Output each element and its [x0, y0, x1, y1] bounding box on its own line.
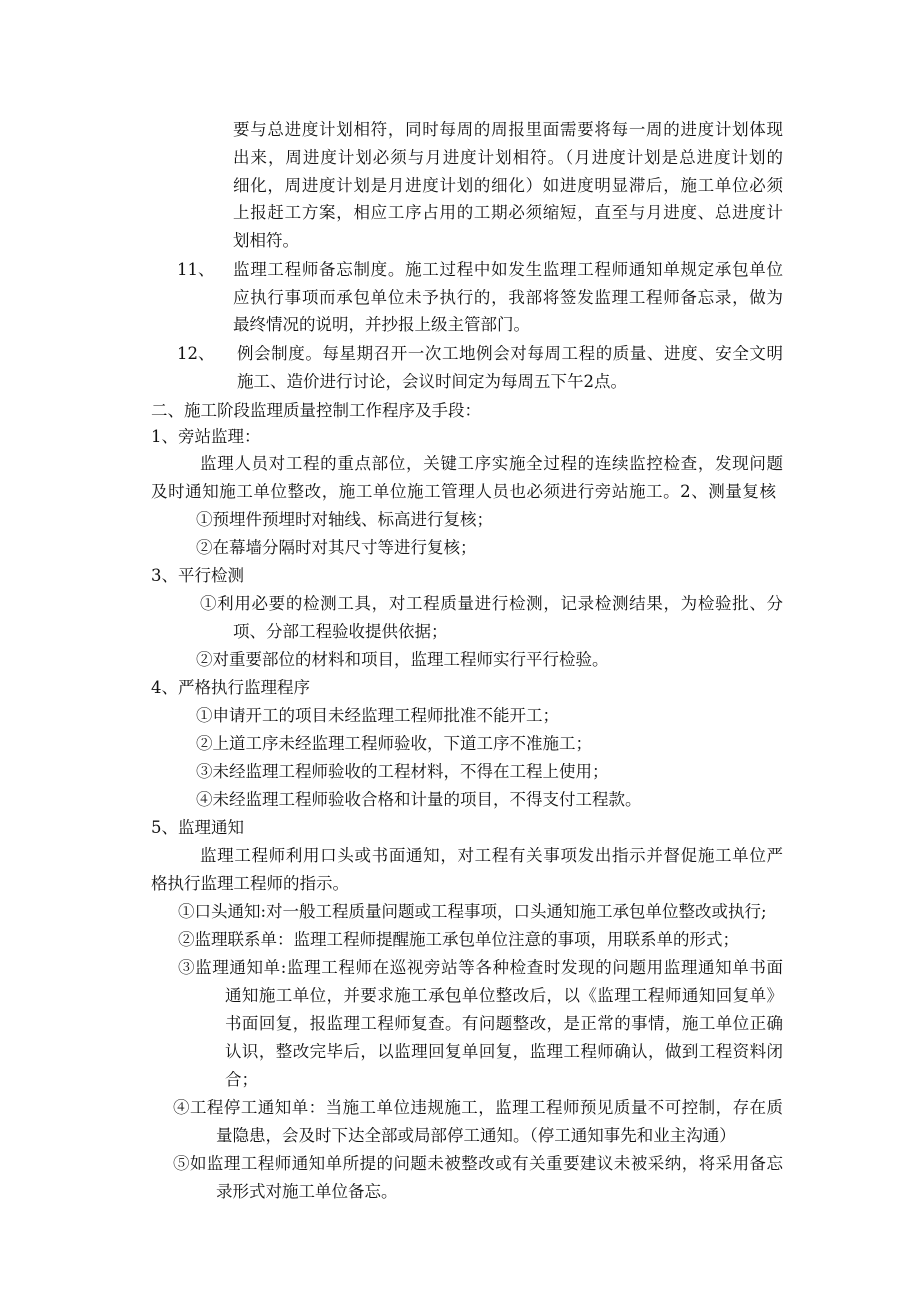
item-number: 11、: [177, 260, 215, 279]
list-item-cont: 量隐患，会及时下达全部或局部停工通知。（停工通知事先和业主沟通）: [216, 1126, 736, 1145]
list-item: ⑤如监理工程师通知单所提的问题未被整改或有关重要建议未被采纳，将采用备忘: [173, 1154, 783, 1173]
list-item: ③未经监理工程师验收的工程材料，不得在工程上使用；: [196, 762, 609, 781]
paragraph-line: 监理人员对工程的重点部位，关键工序实施全过程的连续监控检查，发现问题: [200, 454, 783, 473]
list-item-cont: 项、分部工程验收提供依据；: [233, 622, 448, 641]
list-item: ①预埋件预埋时对轴线、标高进行复核；: [196, 510, 493, 529]
list-item: ②监理联系单：监理工程师提醒施工承包单位注意的事项，用联系单的形式；: [178, 930, 739, 949]
paragraph-line: 例会制度。每星期召开一次工地例会对每周工程的质量、进度、安全文明: [237, 344, 783, 363]
list-item-cont: 书面回复，报监理工程师复查。有问题整改，是正常的事情，施工单位正确: [225, 1014, 783, 1033]
list-item: ③监理通知单:监理工程师在巡视旁站等各种检查时发现的问题用监理通知单书面: [178, 958, 783, 977]
paragraph-line: 及时通知施工单位整改，施工单位施工管理人员也必须进行旁站施工。2、测量复核: [151, 482, 776, 501]
subsection-title: 4、严格执行监理程序: [151, 678, 310, 697]
paragraph-line: 最终情况的说明，并抄报上级主管部门。: [233, 315, 530, 334]
section-heading: 二、施工阶段监理质量控制工作程序及手段：: [151, 401, 481, 420]
subsection-title: 3、平行检测: [151, 566, 244, 585]
list-item-cont: 通知施工单位，并要求施工承包单位整改后，以《监理工程师通知回复单》: [225, 986, 783, 1005]
paragraph-line: 施工、造价进行讨论，会议时间定为每周五下午2点。: [237, 372, 627, 391]
list-item: ①申请开工的项目未经监理工程师批准不能开工；: [196, 706, 559, 725]
paragraph-line: 细化，周进度计划是月进度计划的细化）如进度明显滞后，施工单位必须: [233, 176, 783, 195]
list-item: ④未经监理工程师验收合格和计量的项目，不得支付工程款。: [196, 790, 642, 809]
list-item: ①口头通知:对一般工程质量问题或工程事项，口头通知施工承包单位整改或执行;: [178, 902, 767, 921]
list-item-cont: 录形式对施工单位备忘。: [216, 1182, 398, 1201]
list-item: ②上道工序未经监理工程师验收，下道工序不准施工；: [196, 734, 592, 753]
list-item: ④工程停工通知单：当施工单位违规施工，监理工程师预见质量不可控制，存在质: [173, 1098, 783, 1117]
subsection-title: 5、监理通知: [151, 818, 244, 837]
list-item: ①利用必要的检测工具，对工程质量进行检测，记录检测结果，为检验批、分: [200, 594, 783, 613]
list-item-cont: 认识，整改完毕后，以监理回复单回复，监理工程师确认，做到工程资料闭: [225, 1042, 783, 1061]
paragraph-line: 监理工程师利用口头或书面通知，对工程有关事项发出指示并督促施工单位严: [200, 846, 783, 865]
paragraph-line: 监理工程师备忘制度。施工过程中如发生监理工程师通知单规定承包单位: [233, 260, 783, 279]
paragraph-line: 划相符。: [233, 231, 299, 250]
subsection-title: 1、旁站监理：: [151, 427, 261, 446]
list-item: ②对重要部位的材料和项目，监理工程师实行平行检验。: [196, 650, 609, 669]
paragraph-line: 上报赶工方案，相应工序占用的工期必须缩短，直至与月进度、总进度计: [233, 203, 783, 222]
paragraph-line: 出来，周进度计划必须与月进度计划相符。（月进度计划是总进度计划的: [233, 148, 783, 167]
item-number: 12、: [177, 344, 215, 363]
paragraph-line: 格执行监理工程师的指示。: [151, 874, 349, 893]
list-item-cont: 合；: [225, 1070, 258, 1089]
list-item: ②在幕墙分隔时对其尺寸等进行复核；: [196, 538, 477, 557]
paragraph-line: 应执行事项而承包单位未予执行的，我部将签发监理工程师备忘录，做为: [233, 288, 783, 307]
paragraph-line: 要与总进度计划相符，同时每周的周报里面需要将每一周的进度计划体现: [233, 120, 783, 139]
